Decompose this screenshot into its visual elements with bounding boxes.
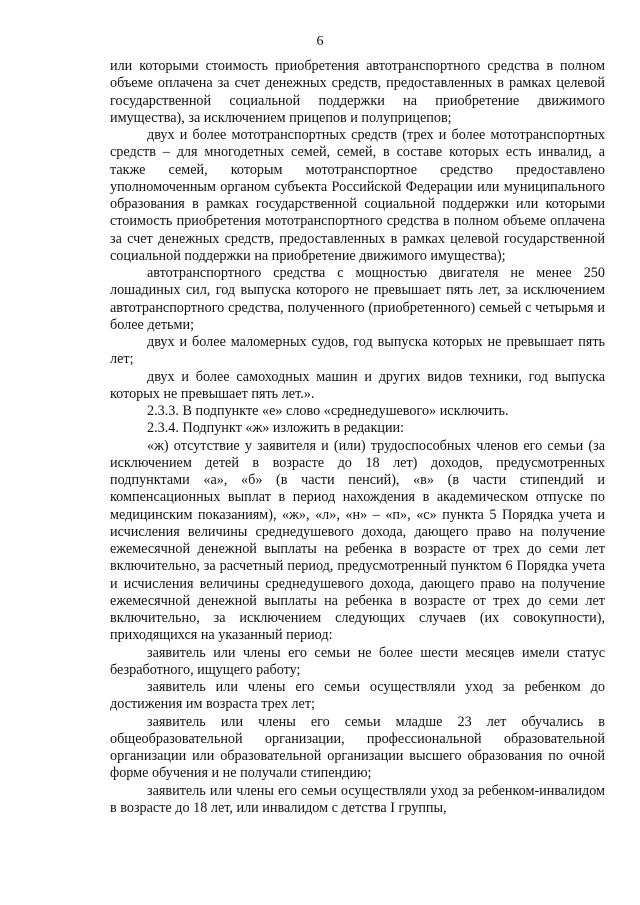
paragraph-7: 2.3.4. Подпункт «ж» изложить в редакции: [147,420,405,437]
paragraph-9: заявитель или члены его семьи не более шести месяцев имели статус безработного, ищущего работу; [110,644,605,678]
paragraph-3: автотранспортного средства с мощностью двигателя не менее 250 лошадиных сил, год выпуска которого не превышает пять лет, за исключением автотранспортного средства, полученного (приобретенного) семьей с четырьмя и более детьми; [110,265,605,333]
paragraph-4: двух и более маломерных судов, год выпуска которых не превышает пять лет; [110,334,605,368]
paragraph-10: заявитель или члены его семьи осуществляли уход за ребенком до достижения им возраста трех лет; [110,679,605,713]
paragraph-11: заявитель или члены его семьи младше 23 лет обучались в общеобразовательной организации, профессиональной образовательной организации или образовательной организации высшего образования по очной форме обучения и не получали стипендию; [110,713,605,782]
paragraph-5: двух и более самоходных машин и других видов техники, год выпуска которых не превышает пять лет.». [110,368,605,402]
document-body [110,58,605,817]
paragraph-12: заявитель или члены его семьи осуществляли уход за ребенком-инвалидом в возрасте до 18 лет, или инвалидом с детства I группы, [110,782,605,816]
paragraph-6: 2.3.3. В подпункте «е» слово «среднедушевого» исключить. [147,403,509,419]
page-number: 6 [316,34,324,49]
paragraph-8: «ж) отсутствие у заявителя и (или) трудоспособных членов его семьи (за исключением детей в возрасте до 18 лет) доходов, предусмотренных подпунктами «а», «б» (в части пенсий), «в» (в части стипендий и компенсационных выплат в период нахождения в академическом отпуске по медицинским показаниям), «ж», «л», «н» – «п», «с» пункта 5 Порядка учета и исчисления величины среднедушевого дохода, дающего право на получение ежемесячной денежной выплаты на ребенка в возрасте от трех до семи лет включительно, за расчетный период, предусмотренный пунктом 6 Порядка учета и исчисления величины среднедушевого дохода, дающего право на получение ежемесячной денежной выплаты на ребенка в возрасте от трех до семи лет включительно, за исключением следующих случаев (их совокупности), приходящихся на указанный период: [110,437,605,644]
paragraph-2: двух и более мототранспортных средств (трех и более мототранспортных средств – для многодетных семей, семей, в составе которых есть инвалид, а также семей, которым мототранспортное средство предоставлено уполномоченным органом субъекта Российской Федерации или муниципального образования в рамках государственной социальной поддержки или которыми стоимость приобретения мототранспортного средства в полном объеме оплачена за счет денежных средств, предоставленных в рамках целевой государственной социальной поддержки на приобретение движимого имущества); [110,127,605,264]
paragraph-1: или которыми стоимость приобретения автотранспортного средства в полном объеме оплачена за счет денежных средств, предоставленных в рамках целевой государственной социальной поддержки на приобретение движимого имущества), за исключением прицепов и полуприцепов; [110,58,605,126]
